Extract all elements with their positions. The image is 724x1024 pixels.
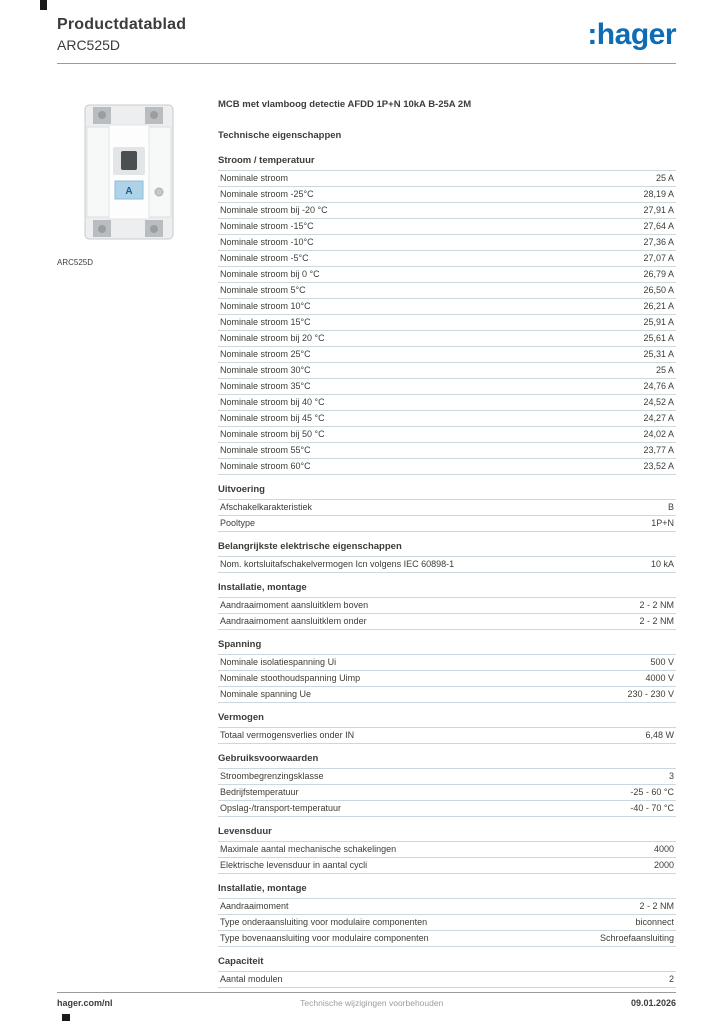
- table-row: [218, 687, 676, 703]
- spec-label: Nominale stroom 15°C: [220, 317, 311, 327]
- spec-value: 24,27 A: [643, 413, 674, 423]
- table-row: [218, 516, 676, 532]
- spec-value: 27,91 A: [643, 205, 674, 215]
- spec-value: 2 - 2 NM: [639, 616, 674, 626]
- spec-table: [218, 768, 676, 817]
- spec-label: Elektrische levensduur in aantal cycli: [220, 860, 368, 870]
- section-heading: Stroom / temperatuur: [218, 155, 315, 166]
- spec-label: Nominale stroom 60°C: [220, 461, 311, 471]
- spec-section: [218, 155, 676, 475]
- spec-value: 23,77 A: [643, 445, 674, 455]
- print-mark-top: [40, 0, 47, 10]
- spec-value: B: [667, 502, 674, 512]
- footer-website: hager.com/nl: [57, 998, 113, 1008]
- spec-section: [218, 753, 676, 817]
- spec-value: 27,36 A: [643, 237, 674, 247]
- spec-section: [218, 826, 676, 874]
- spec-label: Nominale stroom -25°C: [220, 189, 314, 199]
- spec-label: Aandraaimoment: [220, 901, 289, 911]
- page-header: [0, 0, 724, 53]
- document-type-title: Productdatablad: [57, 16, 187, 33]
- spec-section: [218, 541, 676, 573]
- spec-label: Nominale stroom 55°C: [220, 445, 311, 455]
- spec-label: Maximale aantal mechanische schakelingen: [220, 844, 397, 854]
- spec-value: 6,48 W: [645, 730, 674, 740]
- spec-label: Nominale stroom 35°C: [220, 381, 311, 391]
- table-row: [218, 379, 676, 395]
- spec-value: 28,19 A: [643, 189, 674, 199]
- spec-label: Nominale stroom bij 0 °C: [220, 269, 320, 279]
- spec-value: biconnect: [635, 917, 674, 927]
- spec-value: 25 A: [655, 365, 674, 375]
- product-photo: [57, 97, 205, 247]
- table-row: [218, 411, 676, 427]
- spec-label: Nominale stroom 30°C: [220, 365, 311, 375]
- spec-value: 26,21 A: [643, 301, 674, 311]
- spec-value: 24,02 A: [643, 429, 674, 439]
- spec-label: Nominale spanning Ue: [220, 689, 312, 699]
- spec-value: 4000 V: [645, 673, 674, 683]
- spec-section: [218, 484, 676, 532]
- footer-date: 09.01.2026: [630, 998, 676, 1008]
- table-row: [218, 769, 676, 785]
- spec-value: 4000: [653, 844, 674, 854]
- spec-label: Nominale stroom -10°C: [220, 237, 314, 247]
- spec-value: 24,76 A: [643, 381, 674, 391]
- spec-label: Nominale stroom 25°C: [220, 349, 311, 359]
- spec-table: [218, 499, 676, 532]
- spec-value: 2 - 2 NM: [639, 901, 674, 911]
- content-area: [0, 64, 724, 988]
- table-row: [218, 315, 676, 331]
- table-row: [218, 614, 676, 630]
- table-row: [218, 283, 676, 299]
- table-row: [218, 299, 676, 315]
- print-mark-bottom: [62, 1014, 70, 1021]
- spec-value: -25 - 60 °C: [630, 787, 674, 797]
- section-heading: Installatie, montage: [218, 582, 307, 593]
- table-row: [218, 427, 676, 443]
- spec-label: Nominale stroom: [220, 173, 289, 183]
- header-titles: [57, 16, 186, 53]
- footer-disclaimer: Technische wijzigingen voorbehouden: [300, 998, 444, 1008]
- table-row: [218, 363, 676, 379]
- table-row: [218, 459, 676, 475]
- spec-label: Nominale stroom bij 50 °C: [220, 429, 325, 439]
- spec-section: [218, 639, 676, 703]
- table-row: [218, 347, 676, 363]
- spec-label: Nominale stroom -5°C: [220, 253, 309, 263]
- spec-value: 26,79 A: [643, 269, 674, 279]
- table-row: [218, 598, 676, 614]
- technical-properties-title: Technische eigenschappen: [218, 130, 342, 141]
- table-row: [218, 655, 676, 671]
- spec-value: 2000: [653, 860, 674, 870]
- spec-label: Type bovenaansluiting voor modulaire componenten: [220, 933, 429, 943]
- section-heading: Capaciteit: [218, 956, 264, 967]
- spec-label: Stroombegrenzingsklasse: [220, 771, 324, 781]
- table-row: [218, 187, 676, 203]
- spec-label: Type onderaansluiting voor modulaire componenten: [220, 917, 428, 927]
- spec-value: 25,31 A: [643, 349, 674, 359]
- spec-value: Schroefaansluiting: [599, 933, 674, 943]
- spec-section: [218, 712, 676, 744]
- svg-text:A: A: [125, 186, 133, 197]
- spec-label: Totaal vermogensverlies onder IN: [220, 730, 355, 740]
- spec-label: Nominale stroom bij 45 °C: [220, 413, 325, 423]
- spec-label: Nominale stoothoudspanning Uimp: [220, 673, 361, 683]
- spec-label: Aandraaimoment aansluitklem onder: [220, 616, 367, 626]
- table-row: [218, 899, 676, 915]
- spec-value: 27,64 A: [643, 221, 674, 231]
- spec-value: -40 - 70 °C: [630, 803, 674, 813]
- spec-table: [218, 654, 676, 703]
- section-heading: Spanning: [218, 639, 262, 650]
- spec-section: [218, 582, 676, 630]
- spec-label: Pooltype: [220, 518, 256, 528]
- section-heading: Vermogen: [218, 712, 264, 723]
- table-row: [218, 395, 676, 411]
- spec-sections: [218, 155, 676, 988]
- spec-label: Nominale stroom bij -20 °C: [220, 205, 328, 215]
- table-row: [218, 267, 676, 283]
- table-row: [218, 331, 676, 347]
- spec-table: [218, 898, 676, 947]
- spec-table: [218, 727, 676, 744]
- spec-label: Opslag-/transport-temperatuur: [220, 803, 342, 813]
- section-heading: Installatie, montage: [218, 883, 307, 894]
- table-row: [218, 203, 676, 219]
- table-row: [218, 219, 676, 235]
- table-row: [218, 171, 676, 187]
- spec-value: 27,07 A: [643, 253, 674, 263]
- table-row: [218, 858, 676, 874]
- table-row: [218, 915, 676, 931]
- spec-label: Aandraaimoment aansluitklem boven: [220, 600, 369, 610]
- table-row: [218, 931, 676, 947]
- spec-table: [218, 556, 676, 573]
- spec-table: [218, 597, 676, 630]
- table-row: [218, 251, 676, 267]
- table-row: [218, 500, 676, 516]
- spec-value: 10 kA: [650, 559, 674, 569]
- product-image-caption: ARC525D: [57, 258, 94, 267]
- table-row: [218, 671, 676, 687]
- section-heading: Uitvoering: [218, 484, 265, 495]
- spec-value: 25 A: [655, 173, 674, 183]
- spec-value: 3: [668, 771, 674, 781]
- spec-section: [218, 883, 676, 947]
- spec-value: 25,61 A: [643, 333, 674, 343]
- section-heading: Belangrijkste elektrische eigenschappen: [218, 541, 402, 552]
- product-title: MCB met vlamboog detectie AFDD 1P+N 10kA B-25A 2M: [218, 99, 472, 110]
- spec-value: 2: [668, 974, 674, 984]
- spec-label: Nominale isolatiespanning Ui: [220, 657, 337, 667]
- product-image-column: [57, 97, 218, 988]
- spec-table: [218, 841, 676, 874]
- spec-label: Nominale stroom 5°C: [220, 285, 306, 295]
- table-row: [218, 443, 676, 459]
- spec-label: Afschakelkarakteristiek: [220, 502, 313, 512]
- section-heading: Gebruiksvoorwaarden: [218, 753, 319, 764]
- table-row: [218, 557, 676, 573]
- spec-label: Nom. kortsluitafschakelvermogen Icn volgens IEC 60898-1: [220, 559, 455, 569]
- spec-value: 26,50 A: [643, 285, 674, 295]
- section-heading: Levensduur: [218, 826, 272, 837]
- spec-table: [218, 170, 676, 475]
- spec-column: [218, 97, 676, 988]
- table-row: [218, 235, 676, 251]
- table-row: [218, 801, 676, 817]
- spec-value: 24,52 A: [643, 397, 674, 407]
- spec-section: [218, 956, 676, 988]
- table-row: [218, 972, 676, 988]
- spec-label: Bedrijfstemperatuur: [220, 787, 299, 797]
- spec-value: 25,91 A: [643, 317, 674, 327]
- page-footer: [57, 992, 676, 1008]
- spec-label: Nominale stroom 10°C: [220, 301, 311, 311]
- spec-value: 1P+N: [651, 518, 674, 528]
- table-row: [218, 728, 676, 744]
- product-code: ARC525D: [57, 37, 121, 53]
- hager-logo: :hager: [587, 18, 676, 51]
- spec-value: 2 - 2 NM: [639, 600, 674, 610]
- table-row: [218, 842, 676, 858]
- spec-label: Nominale stroom bij 20 °C: [220, 333, 325, 343]
- spec-value: 23,52 A: [643, 461, 674, 471]
- spec-label: Aantal modulen: [220, 974, 283, 984]
- table-row: [218, 785, 676, 801]
- spec-value: 500 V: [650, 657, 674, 667]
- spec-label: Nominale stroom bij 40 °C: [220, 397, 325, 407]
- spec-label: Nominale stroom -15°C: [220, 221, 314, 231]
- spec-value: 230 - 230 V: [627, 689, 674, 699]
- spec-table: [218, 971, 676, 988]
